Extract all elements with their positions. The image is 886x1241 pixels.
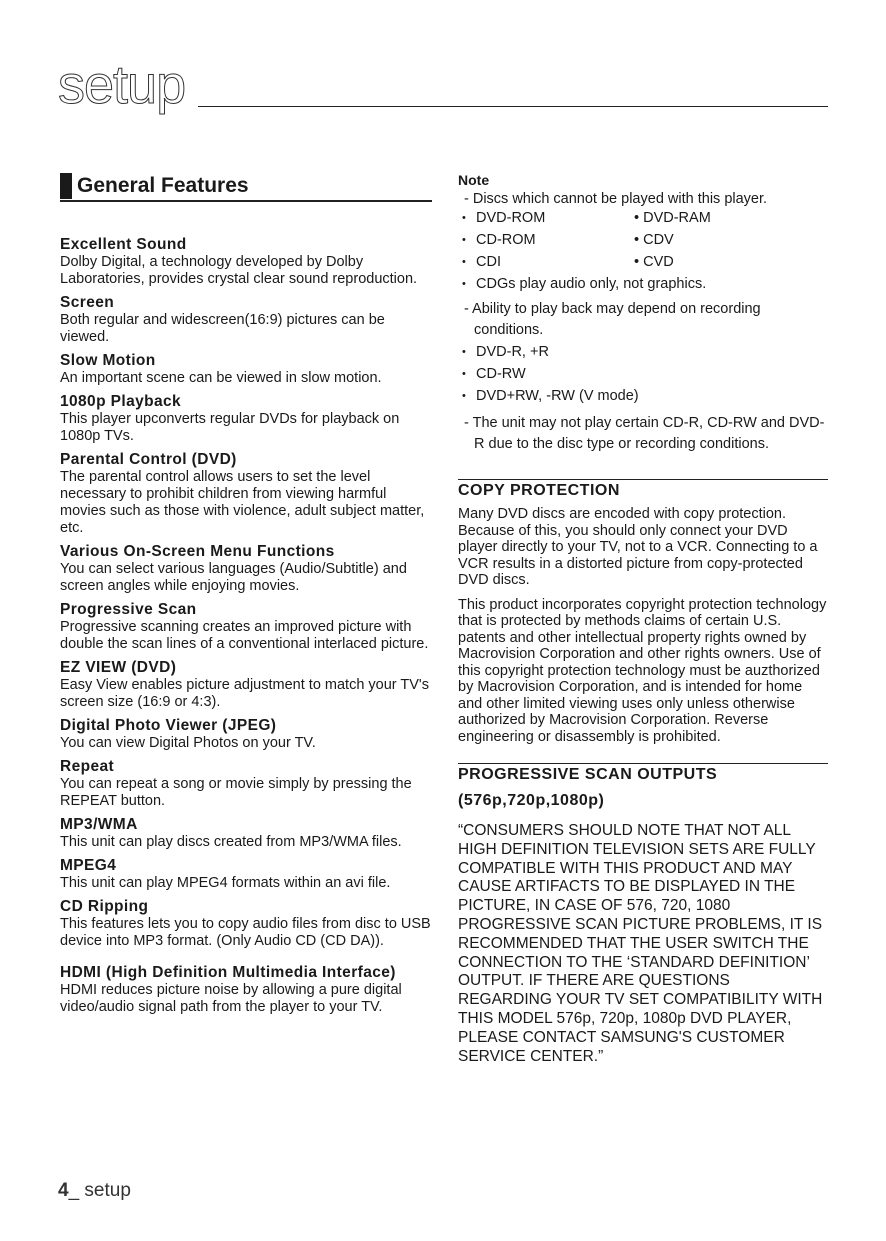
feature-item: [60, 857, 432, 892]
disc-pair: [458, 251, 828, 273]
feature-text: You can view Digital Photos on your TV.: [60, 735, 316, 751]
feature-title: Progressive Scan: [60, 601, 197, 618]
feature-text: This unit can play discs created from MP3/WMA files.: [60, 834, 402, 850]
feature-title: HDMI (High Definition Multimedia Interface): [60, 964, 396, 981]
feature-title: Slow Motion: [60, 352, 156, 369]
note-line: - Ability to play back may depend on recording conditions.: [464, 301, 761, 338]
feature-item: [60, 898, 432, 950]
disc-item: • DVD-ROM: [476, 210, 546, 226]
feature-text: This player upconverts regular DVDs for playback on 1080p TVs.: [60, 411, 400, 444]
feature-text: You can select various languages (Audio/Subtitle) and screen angles while enjoying movies.: [60, 561, 407, 594]
copy-paragraph: Many DVD discs are encoded with copy protection. Because of this, you should only connect your DVD player directly to your TV, not to a VCR. Connecting to a VCR results in a distorted picture from copy-protected DVD discs.: [458, 506, 818, 588]
feature-text: Both regular and widescreen(16:9) pictures can be viewed.: [60, 312, 385, 345]
chapter-title: setup: [58, 55, 186, 115]
note-bullet: • DVD+RW, -RW (V mode): [458, 385, 828, 407]
feature-item: [60, 451, 432, 537]
feature-title: 1080p Playback: [60, 393, 182, 410]
chapter-rule: [198, 106, 828, 107]
feature-item: [60, 659, 432, 711]
feature-item: [60, 236, 432, 288]
feature-text: HDMI reduces picture noise by allowing a pure digital video/audio signal path from the player to your TV.: [60, 982, 402, 1015]
footer-label: _ setup: [68, 1180, 131, 1201]
feature-item: [60, 717, 432, 752]
feature-title: EZ VIEW (DVD): [60, 659, 177, 676]
feature-text: Dolby Digital, a technology developed by Dolby Laboratories, provides crystal clear sound reproduction.: [60, 254, 418, 287]
feature-title: Excellent Sound: [60, 236, 187, 253]
feature-title: MPEG4: [60, 857, 117, 874]
feature-title: Screen: [60, 294, 115, 311]
feature-text: Easy View enables picture adjustment to match your TV's screen size (16:9 or 4:3).: [60, 677, 429, 710]
note-bullet: • CDGs play audio only, not graphics.: [458, 273, 828, 295]
feature-item: [60, 543, 432, 595]
disc-item: • DVD-RAM: [634, 210, 711, 226]
feature-text: Progressive scanning creates an improved picture with double the scan lines of a conventional interlaced picture.: [60, 619, 429, 652]
note-bullet: • DVD-R, +R: [458, 341, 828, 363]
feature-text: You can repeat a song or movie simply by pressing the REPEAT button.: [60, 776, 412, 809]
disc-item: • CDV: [634, 232, 674, 248]
feature-title: Various On-Screen Menu Functions: [60, 543, 335, 560]
page-number: 4: [58, 1180, 69, 1201]
feature-item: [60, 816, 432, 851]
disc-pair: [458, 229, 828, 251]
section-marker: [60, 173, 72, 199]
progressive-notice: “CONSUMERS SHOULD NOTE THAT NOT ALL HIGH DEFINITION TELEVISION SETS ARE FULLY COMPATIBLE WITH THIS PRODUCT AND MAY CAUSE ARTIFACTS TO BE DISPLAYED IN THE PICTURE, IN CASE OF 576, 720, 1080 PROGRESSIVE SCAN PICTURE PROBLEMS, IT IS RECOMMENDED THAT THE USER SWITCH THE CONNECTION TO THE ‘STANDARD DEFINITION’ OUTPUT. IF THERE ARE QUESTIONS REGARDING YOUR TV SET COMPATIBILITY WITH THIS MODEL 576p, 720p, 1080p DVD PLAYER, PLEASE CONTACT SAMSUNG'S CUSTOMER SERVICE CENTER.”: [458, 822, 823, 1065]
feature-item: [60, 964, 432, 1016]
feature-item: [60, 393, 432, 445]
feature-item: [60, 352, 432, 387]
note-line: - Discs which cannot be played with this player.: [464, 191, 768, 207]
feature-text: This features lets you to copy audio files from disc to USB device into MP3 format. (Only Audio CD (CD DA)).: [60, 916, 431, 949]
feature-text: This unit can play MPEG4 formats within an avi file.: [60, 875, 391, 891]
progressive-subtitle: (576p,720p,1080p): [458, 792, 605, 809]
progressive-heading: PROGRESSIVE SCAN OUTPUTS: [458, 763, 828, 784]
feature-title: MP3/WMA: [60, 816, 138, 833]
right-column: [458, 172, 828, 1066]
section-title: General Features: [77, 174, 249, 197]
feature-item: [60, 294, 432, 346]
left-column: [60, 172, 432, 1022]
disc-item: • CDI: [476, 254, 501, 270]
note-bullet: • CD-RW: [458, 363, 828, 385]
feature-text: An important scene can be viewed in slow motion.: [60, 370, 382, 386]
note-line: - The unit may not play certain CD-R, CD-RW and DVD-R due to the disc type or recording conditions.: [464, 415, 825, 452]
feature-title: Repeat: [60, 758, 115, 775]
feature-item: [60, 758, 432, 810]
disc-pair: [458, 207, 828, 229]
feature-text: The parental control allows users to set the level necessary to prohibit children from viewing harmful movies such as those with violence, adult subject matter, etc.: [60, 469, 425, 536]
copy-protection-heading: COPY PROTECTION: [458, 479, 828, 500]
copy-paragraph: This product incorporates copyright protection technology that is protected by methods claims of certain U.S. patents and other intellectual property rights owned by Macrovision Corporation and other rights owners. Use of this copyright protection technology must be auzthorized by Macrovision Corporation, and is intended for home and other limited viewing uses only unless otherwise authorized by Macrovision Corporation. Reverse engineering or disassembly is prohibited.: [458, 596, 827, 745]
disc-item: • CVD: [634, 254, 674, 270]
feature-title: Parental Control (DVD): [60, 451, 237, 468]
note-label: Note: [458, 172, 490, 188]
disc-item: • CD-ROM: [476, 232, 536, 248]
feature-title: CD Ripping: [60, 898, 149, 915]
general-features-header: [60, 172, 432, 202]
page-footer: [58, 1180, 131, 1202]
feature-item: [60, 601, 432, 653]
feature-title: Digital Photo Viewer (JPEG): [60, 717, 277, 734]
